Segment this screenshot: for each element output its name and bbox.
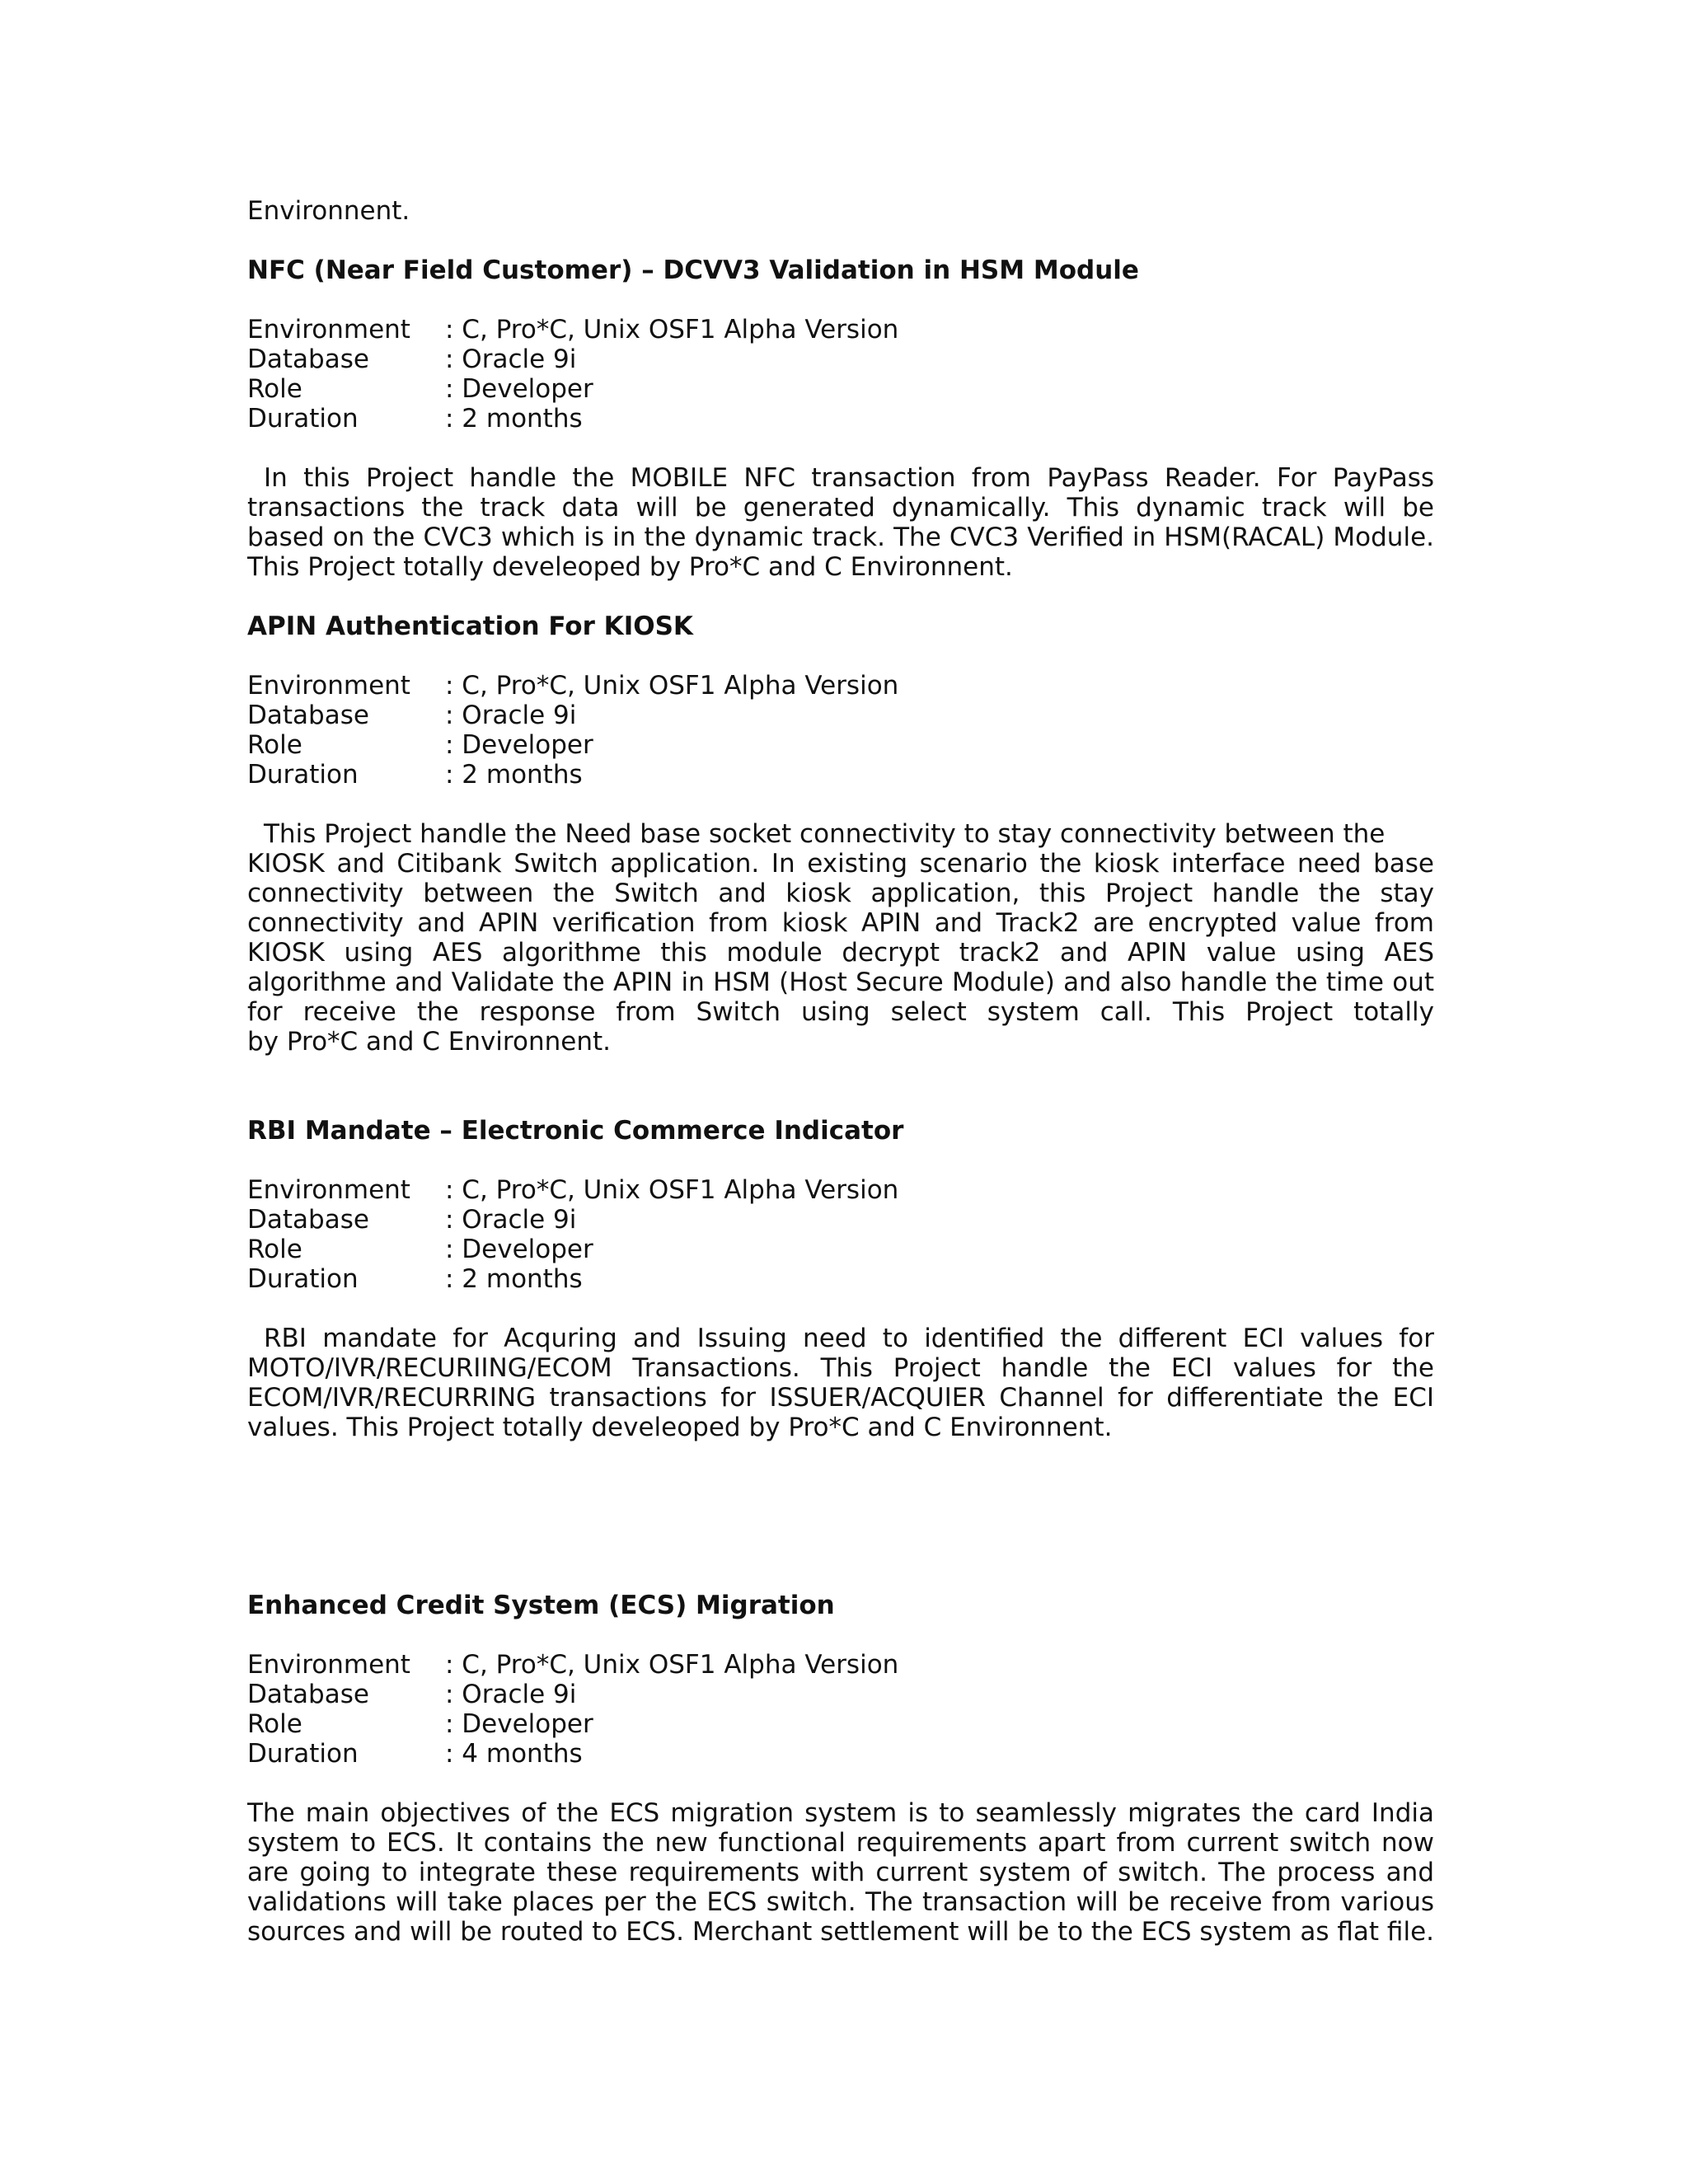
description-line: by Pro*C and C Environnent. <box>247 1027 611 1057</box>
meta-row-environment <box>247 315 1434 344</box>
meta-label: Role <box>247 730 302 760</box>
project-description <box>247 1798 1434 1947</box>
meta-row-duration <box>247 404 1434 434</box>
project-meta <box>247 315 1434 434</box>
description-line: KIOSK using AES algorithme this module decrypt track2 and APIN value using AES <box>247 938 1434 968</box>
description-line: connectivity and APIN verification from kiosk APIN and Track2 are encrypted value from <box>247 908 1434 938</box>
meta-label: Duration <box>247 404 359 434</box>
meta-label: Duration <box>247 1264 359 1294</box>
description-line: The main objectives of the ECS migration system is to seamlessly migrates the card India <box>247 1798 1434 1828</box>
project-section-ecs <box>247 1591 1434 1947</box>
meta-label: Environment <box>247 1650 410 1680</box>
project-section-rbi <box>247 1116 1434 1442</box>
meta-value: : Developer <box>445 730 593 760</box>
project-title: Enhanced Credit System (ECS) Migration <box>247 1591 835 1620</box>
project-title: APIN Authentication For KIOSK <box>247 612 693 641</box>
description-line: for receive the response from Switch using select system call. This Project totally <box>247 997 1434 1027</box>
meta-value: : Developer <box>445 374 593 404</box>
project-description <box>247 1324 1434 1442</box>
description-line: algorithme and Validate the APIN in HSM (Host Secure Module) and also handle the time out <box>247 968 1434 997</box>
meta-value: : C, Pro*C, Unix OSF1 Alpha Version <box>445 671 899 701</box>
meta-label: Database <box>247 701 369 730</box>
description-line: transactions the track data will be generated dynamically. This dynamic track will be <box>247 493 1434 523</box>
meta-row-role <box>247 1709 1434 1739</box>
meta-row-database <box>247 1205 1434 1235</box>
description-line: KIOSK and Citibank Switch application. In existing scenario the kiosk interface need base <box>247 849 1434 879</box>
description-line: This Project totally develeoped by Pro*C and C Environnent. <box>247 552 1013 582</box>
meta-value: : Developer <box>445 1235 593 1264</box>
description-line: RBI mandate for Acquring and Issuing need to identified the different ECI values for <box>264 1324 1434 1353</box>
meta-label: Database <box>247 344 369 374</box>
description-line: MOTO/IVR/RECURIING/ECOM Transactions. This Project handle the ECI values for the <box>247 1353 1434 1383</box>
description-line: are going to integrate these requirements with current system of switch. The process and <box>247 1858 1434 1887</box>
description-line: This Project handle the Need base socket connectivity to stay connectivity between the <box>264 819 1386 849</box>
meta-label: Environment <box>247 315 410 344</box>
meta-label: Database <box>247 1680 369 1709</box>
meta-value: : Oracle 9i <box>445 701 577 730</box>
project-meta <box>247 1175 1434 1294</box>
meta-row-environment <box>247 1175 1434 1205</box>
meta-value: : Oracle 9i <box>445 1680 577 1709</box>
project-section-nfc <box>247 255 1434 582</box>
meta-value: : Developer <box>445 1709 593 1739</box>
meta-row-database <box>247 1680 1434 1709</box>
description-line: sources and will be routed to ECS. Merchant settlement will be to the ECS system as flat file. <box>247 1917 1434 1947</box>
meta-row-environment <box>247 671 1434 701</box>
meta-row-duration <box>247 1264 1434 1294</box>
project-description <box>247 819 1434 1057</box>
meta-row-duration <box>247 760 1434 790</box>
continuation-text: Environnent. <box>247 196 410 226</box>
description-line: connectivity between the Switch and kiosk application, this Project handle the stay <box>247 879 1434 908</box>
meta-label: Environment <box>247 1175 410 1205</box>
meta-row-role <box>247 374 1434 404</box>
meta-row-environment <box>247 1650 1434 1680</box>
meta-label: Role <box>247 374 302 404</box>
meta-row-database <box>247 344 1434 374</box>
meta-value: : Oracle 9i <box>445 1205 577 1235</box>
meta-value: : C, Pro*C, Unix OSF1 Alpha Version <box>445 1650 899 1680</box>
meta-row-role <box>247 1235 1434 1264</box>
description-line: validations will take places per the ECS switch. The transaction will be receive from various <box>247 1887 1434 1917</box>
project-description <box>247 463 1434 582</box>
meta-value: : Oracle 9i <box>445 344 577 374</box>
meta-row-role <box>247 730 1434 760</box>
meta-label: Duration <box>247 1739 359 1769</box>
meta-label: Role <box>247 1709 302 1739</box>
meta-label: Database <box>247 1205 369 1235</box>
meta-value: : 2 months <box>445 760 583 790</box>
meta-label: Duration <box>247 760 359 790</box>
meta-label: Environment <box>247 671 410 701</box>
description-line: ECOM/IVR/RECURRING transactions for ISSUER/ACQUIER Channel for differentiate the ECI <box>247 1383 1434 1413</box>
description-line: values. This Project totally develeoped by Pro*C and C Environnent. <box>247 1413 1113 1442</box>
project-meta <box>247 1650 1434 1769</box>
meta-value: : 2 months <box>445 404 583 434</box>
project-section-apin <box>247 612 1434 1057</box>
description-line: based on the CVC3 which is in the dynamic track. The CVC3 Verified in HSM(RACAL) Module. <box>247 523 1434 552</box>
project-meta <box>247 671 1434 790</box>
document-page <box>247 196 1434 1947</box>
meta-value: : 4 months <box>445 1739 583 1769</box>
description-line: In this Project handle the MOBILE NFC transaction from PayPass Reader. For PayPass <box>264 463 1434 493</box>
meta-value: : 2 months <box>445 1264 583 1294</box>
meta-row-database <box>247 701 1434 730</box>
meta-value: : C, Pro*C, Unix OSF1 Alpha Version <box>445 1175 899 1205</box>
meta-row-duration <box>247 1739 1434 1769</box>
project-title: NFC (Near Field Customer) – DCVV3 Validation in HSM Module <box>247 255 1139 285</box>
meta-label: Role <box>247 1235 302 1264</box>
project-title: RBI Mandate – Electronic Commerce Indicator <box>247 1116 904 1146</box>
description-line: system to ECS. It contains the new functional requirements apart from current switch now <box>247 1828 1434 1858</box>
meta-value: : C, Pro*C, Unix OSF1 Alpha Version <box>445 315 899 344</box>
